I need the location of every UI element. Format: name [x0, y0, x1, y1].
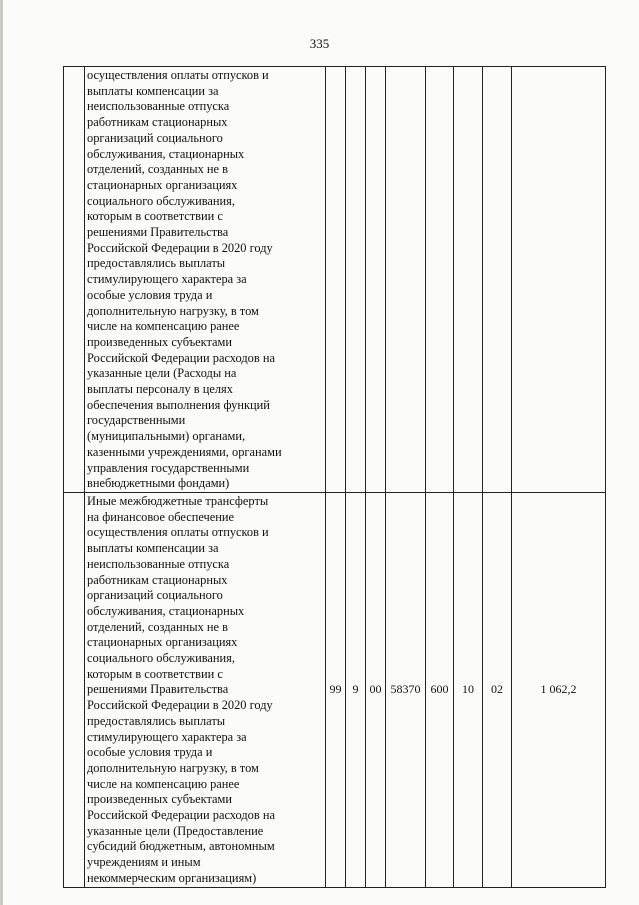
program-cell: 99 [326, 492, 346, 887]
subprogram-cell: 9 [346, 492, 366, 887]
amount-cell [512, 67, 606, 493]
program-cell [326, 67, 346, 493]
subsection-cell: 02 [483, 492, 512, 887]
expense-type-cell [426, 67, 454, 493]
budget-table [63, 66, 606, 888]
description-cell: Иные межбюджетные трансферты на финансовое обеспечение осуществления оплаты отпусков и выплаты компенсации за неиспользованные отпуска работникам стационарных организаций социального обслуживания, стационарных отделений, созданных не в стационарных организациях социального обслуживания, которым в соответствии с решениями Правительства Российской Федерации в 2020 году предоставлялись выплаты стимулирующего характера за особые условия труда и дополнительную нагрузку, в том числе на компенсацию ранее произведенных субъектами Российской Федерации расходов на указанные цели (Предоставление субсидий бюджетным, автономным учреждениям и иным некоммерческим организациям) [85, 492, 326, 887]
code-cell: 58370 [386, 492, 426, 887]
section-cell [454, 67, 483, 493]
expense-type-cell: 600 [426, 492, 454, 887]
subprogram-cell [346, 67, 366, 493]
index-cell [64, 492, 85, 887]
subsection-cell [483, 67, 512, 493]
table-row [64, 492, 606, 887]
index-cell [64, 67, 85, 493]
code-cell [386, 67, 426, 493]
amount-cell: 1 062,2 [512, 492, 606, 887]
description-cell: осуществления оплаты отпусков и выплаты компенсации за неиспользованные отпуска работникам стационарных организаций социального обслуживания, стационарных отделений, созданных не в стационарных организациях социального обслуживания, которым в соответствии с решениями Правительства Российской Федерации в 2020 году предоставлялись выплаты стимулирующего характера за особые условия труда и дополнительную нагрузку, в том числе на компенсацию ранее произведенных субъектами Российской Федерации расходов на указанные цели (Расходы на выплаты персоналу в целях обеспечения выполнения функций государственными (муниципальными) органами, казенными учреждениями, органами управления государственными внебюджетными фондами) [85, 67, 326, 493]
table-row [64, 67, 606, 493]
direction-cell: 00 [366, 492, 386, 887]
scan-edge [0, 0, 3, 905]
section-cell: 10 [454, 492, 483, 887]
direction-cell [366, 67, 386, 493]
page-number: 335 [309, 36, 330, 51]
